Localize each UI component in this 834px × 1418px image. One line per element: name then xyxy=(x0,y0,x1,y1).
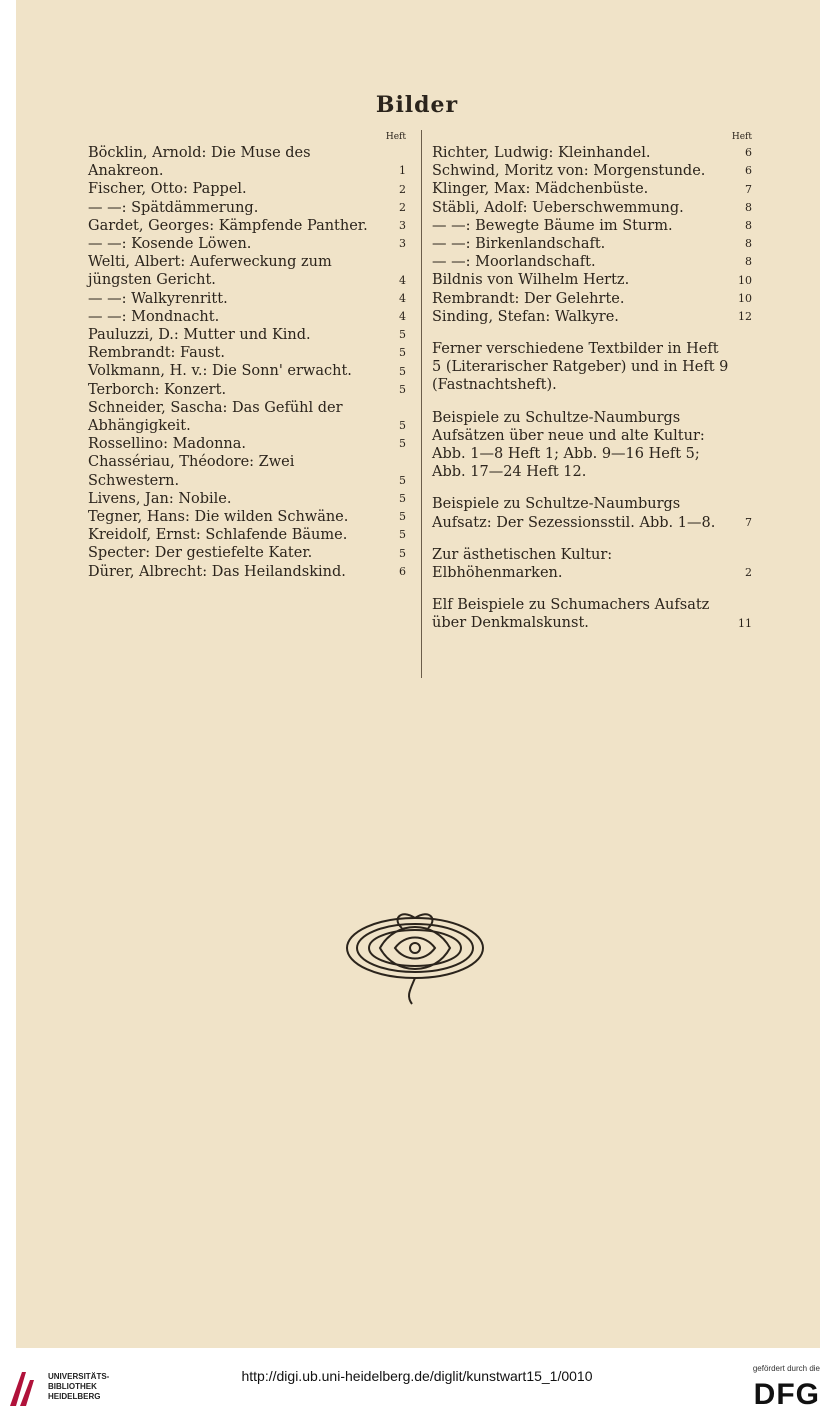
heft-number: 8 xyxy=(745,255,752,269)
right-extra-list xyxy=(432,340,752,633)
entry-title: Ferner verschiedene Textbilder in Heft 5 (Literarischer Ratgeber) und in Heft 9 (Fastnachtsheft). xyxy=(432,341,729,394)
entry-title: Bildnis von Wilhelm Hertz. xyxy=(432,272,630,289)
library-name-line: HEIDELBERG xyxy=(48,1392,101,1401)
heft-number: 1 xyxy=(399,164,406,178)
heft-number: 10 xyxy=(738,273,752,287)
entry-title: Rossellino: Madonna. xyxy=(88,436,247,453)
index-note xyxy=(432,546,752,582)
left-column xyxy=(88,130,406,581)
heft-number: 12 xyxy=(738,310,752,324)
heft-number: 5 xyxy=(399,528,406,542)
heft-number: 5 xyxy=(399,510,406,524)
dfg-logo: DFG xyxy=(753,1378,820,1411)
index-entry xyxy=(432,162,752,180)
entry-title: Sinding, Stefan: Walkyre. xyxy=(432,308,619,325)
entry-title: — —: Bewegte Bäume im Sturm. xyxy=(432,217,673,234)
library-name-line: UNIVERSITÄTS- xyxy=(48,1372,110,1381)
index-note xyxy=(432,495,752,531)
entry-title: Rembrandt: Der Gelehrte. xyxy=(432,290,625,307)
entry-title: Richter, Ludwig: Kleinhandel. xyxy=(432,145,651,161)
heft-number: 8 xyxy=(745,237,752,251)
index-entry xyxy=(88,217,406,235)
index-entry xyxy=(88,199,406,217)
entry-title: — —: Spätdämmerung. xyxy=(88,199,259,216)
heft-number: 5 xyxy=(399,364,406,378)
index-entry xyxy=(88,180,406,198)
heft-number: 3 xyxy=(399,237,406,251)
funder-caption: gefördert durch die xyxy=(752,1364,820,1373)
index-entry xyxy=(88,381,406,399)
page-title: Bilder xyxy=(375,92,459,118)
heft-number: 8 xyxy=(745,219,752,233)
index-entry xyxy=(432,308,752,326)
heft-number: 6 xyxy=(745,146,752,160)
index-entry xyxy=(88,362,406,380)
heft-number: 4 xyxy=(399,310,406,324)
index-entry xyxy=(88,235,406,253)
index-entry xyxy=(88,308,406,326)
source-url-link[interactable]: http://digi.ub.uni-heidelberg.de/diglit/kunstwart15_1/0010 xyxy=(241,1368,593,1384)
entry-title: — —: Walkyrenritt. xyxy=(88,290,228,307)
heft-number: 5 xyxy=(399,328,406,342)
heft-number: 5 xyxy=(399,546,406,560)
entry-title: Beispiele zu Schultze-Naumburgs Aufsätzen über neue und alte Kultur: Abb. 1—8 Heft 1; Abb. 9—16 Heft 5; Abb. 17—24 Heft 12. xyxy=(432,409,705,481)
heft-number: 7 xyxy=(745,515,752,529)
entry-title: Kreidolf, Ernst: Schlafende Bäume. xyxy=(88,527,348,544)
heft-column-header: Heft xyxy=(385,132,406,142)
entry-title: Specter: Der gestiefelte Kater. xyxy=(88,545,313,562)
entry-title: Chassériau, Théodore: Zwei Schwestern. xyxy=(88,454,295,489)
heft-number: 10 xyxy=(738,291,752,305)
index-note xyxy=(432,596,752,632)
heft-number: 4 xyxy=(399,273,406,287)
heft-number: 8 xyxy=(745,200,752,214)
heft-number: 2 xyxy=(399,182,406,196)
entry-title: — —: Kosende Löwen. xyxy=(88,236,252,253)
index-entry xyxy=(88,435,406,453)
index-entry xyxy=(88,508,406,526)
index-note xyxy=(432,340,752,395)
entry-title: Stäbli, Adolf: Ueberschwemmung. xyxy=(432,199,684,216)
entry-title: Welti, Albert: Auferweckung zum jüngsten Gericht. xyxy=(88,254,332,289)
index-entry xyxy=(88,526,406,544)
column-divider xyxy=(421,130,422,678)
footer-bar xyxy=(0,1358,834,1418)
entry-title: Volkmann, H. v.: Die Sonn' erwacht. xyxy=(88,363,352,380)
index-entry xyxy=(432,199,752,217)
heft-column-header: Heft xyxy=(731,132,752,142)
index-entry xyxy=(432,271,752,289)
entry-title: Beispiele zu Schultze-Naumburgs Aufsatz: Der Sezessionsstil. Abb. 1—8. xyxy=(432,496,716,531)
heft-number: 4 xyxy=(399,291,406,305)
heft-number: 5 xyxy=(399,437,406,451)
entry-title: Tegner, Hans: Die wilden Schwäne. xyxy=(88,509,349,526)
entry-title: — —: Moorlandschaft. xyxy=(432,254,596,271)
index-entry xyxy=(432,180,752,198)
entry-title: Gardet, Georges: Kämpfende Panther. xyxy=(88,217,368,234)
heft-number: 5 xyxy=(399,382,406,396)
index-entry xyxy=(432,253,752,271)
heft-number: 3 xyxy=(399,219,406,233)
heft-number: 11 xyxy=(738,616,752,630)
heft-number: 5 xyxy=(399,492,406,506)
index-entry xyxy=(432,290,752,308)
index-entry xyxy=(88,344,406,362)
entry-title: Böcklin, Arnold: Die Muse des Anakreon. xyxy=(88,145,311,180)
index-entry xyxy=(88,399,406,435)
index-entry xyxy=(88,544,406,562)
index-entry xyxy=(432,217,752,235)
index-entry xyxy=(88,144,406,180)
entry-title: Livens, Jan: Nobile. xyxy=(88,490,232,507)
heft-number: 6 xyxy=(745,164,752,178)
right-entry-list xyxy=(432,144,752,326)
ornament-flourish-icon xyxy=(340,900,490,1010)
entry-title: Rembrandt: Faust. xyxy=(88,345,225,362)
right-column xyxy=(432,130,752,633)
entry-title: Elf Beispiele zu Schumachers Aufsatz über Denkmalskunst. xyxy=(432,597,710,632)
index-entry xyxy=(88,453,406,489)
entry-title: Dürer, Albrecht: Das Heilandskind. xyxy=(88,563,346,580)
index-entry xyxy=(88,290,406,308)
index-entry xyxy=(88,253,406,289)
entry-title: Pauluzzi, D.: Mutter und Kind. xyxy=(88,327,311,344)
index-entry xyxy=(88,563,406,581)
heft-number: 2 xyxy=(399,200,406,214)
entry-title: Schneider, Sascha: Das Gefühl der Abhängigkeit. xyxy=(88,399,343,435)
entry-title: Terborch: Konzert. xyxy=(88,381,227,398)
index-note xyxy=(432,409,752,482)
index-entry xyxy=(88,490,406,508)
index-entry xyxy=(432,235,752,253)
index-entry xyxy=(432,144,752,162)
entry-title: — —: Birkenlandschaft. xyxy=(432,236,606,253)
heft-number: 5 xyxy=(399,473,406,487)
heft-number: 7 xyxy=(745,182,752,196)
entry-title: — —: Mondnacht. xyxy=(88,308,220,325)
heft-number: 6 xyxy=(399,564,406,578)
entry-title: Klinger, Max: Mädchenbüste. xyxy=(432,181,649,198)
entry-title: Fischer, Otto: Pappel. xyxy=(88,181,247,198)
entry-title: Zur ästhetischen Kultur: Elbhöhenmarken. xyxy=(432,546,613,582)
library-name-line: BIBLIOTHEK xyxy=(48,1382,97,1391)
entry-title: Schwind, Moritz von: Morgenstunde. xyxy=(432,163,706,180)
left-entry-list xyxy=(88,144,406,581)
heft-number: 2 xyxy=(745,566,752,580)
heft-number: 5 xyxy=(399,346,406,360)
index-entry xyxy=(88,326,406,344)
heft-number: 5 xyxy=(399,419,406,433)
